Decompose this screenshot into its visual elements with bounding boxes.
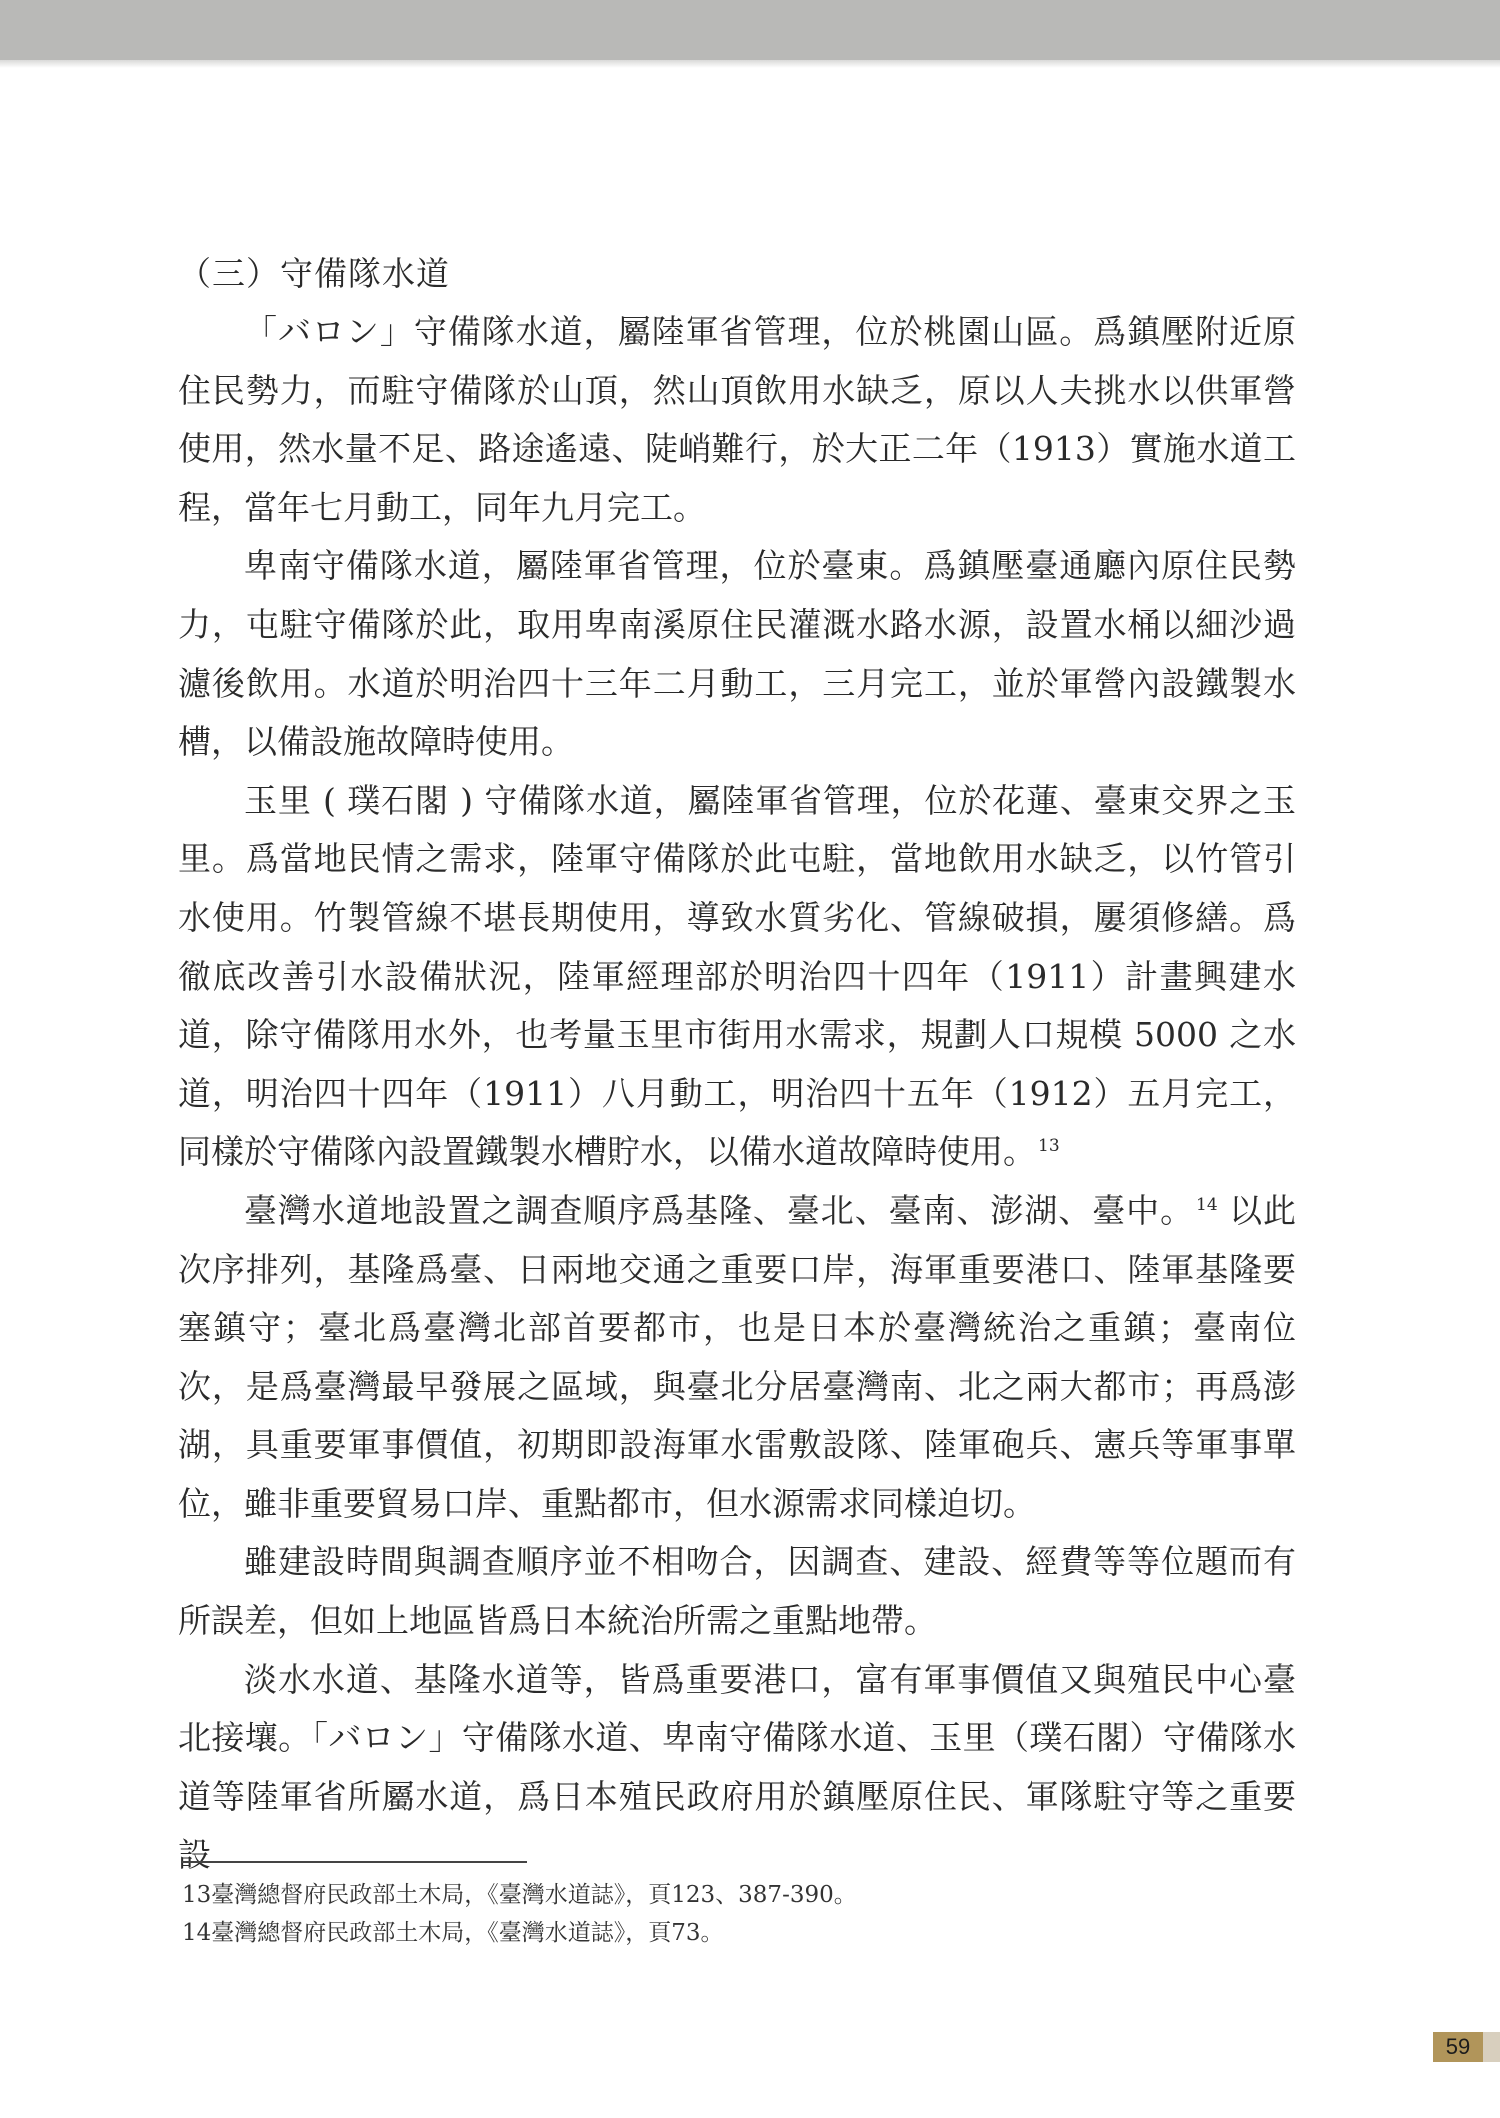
paragraph-survey-text: 臺灣水道地設置之調查順序爲基隆、臺北、臺南、澎湖、臺中。 xyxy=(244,1190,1195,1230)
paragraph-beinan-water: 卑南守備隊水道，屬陸軍省管理，位於臺東。爲鎮壓臺通廳內原住民勢力，屯駐守備隊於此，取用卑南溪原住民灌溉水路水源，設置水桶以細沙過濾後飲用。水道於明治四十三年二月動工，三月完工，並於軍營內設鐵製水槽，以備設施故障時使用。 xyxy=(178,546,1296,762)
footnote-ref-14[interactable]: 14 xyxy=(1196,1194,1218,1215)
paragraph-yuli-text: 玉里 ( 璞石閣 ) 守備隊水道，屬陸軍省管理，位於花蓮、臺東交界之玉里。爲當地民情之需求，陸軍守備隊於此屯駐，當地飲用水缺乏，以竹管引水使用。竹製管線不堪長期使用，導致水質劣化、管線破損，屢須修繕。爲徹底改善引水設備狀況，陸軍經理部於明治四十四年（1911）計畫興建水道，除守備隊用水外，也考量玉里市街用水需求，規劃人口規模 5000 之水道，明治四十四年（1911）八月動工，明治四十五年（1912）五月完工，同樣於守備隊內設置鐵製水槽貯水，以備水道故障時使用。 xyxy=(178,780,1296,1172)
footnote-13: 13臺灣總督府民政部土木局，《臺灣水道誌》，頁123、387-390。 xyxy=(182,1882,857,1908)
paragraph-ports-military: 淡水水道、基隆水道等，皆爲重要港口，富有軍事價值又與殖民中心臺北接壤。「バロン」守備隊水道、卑南守備隊水道、玉里（璞石閣）守備隊水道等陸軍省所屬水道，爲日本殖民政府用於鎮壓原住民、軍隊駐守等之重要設 xyxy=(178,1659,1296,1875)
paragraph-yuli-water xyxy=(178,772,1296,1182)
paragraph-timing-note: 雖建設時間與調查順序並不相吻合，因調查、建設、經費等等位題而有所誤差，但如上地區皆爲日本統治所需之重點地帶。 xyxy=(178,1542,1296,1641)
page-number-tab xyxy=(1483,2032,1500,2062)
footnotes xyxy=(182,1876,1182,1952)
page-number: 59 xyxy=(1433,2032,1483,2062)
scan-edge-shadow xyxy=(0,60,1500,68)
document-page xyxy=(0,60,1500,2118)
section-heading: （三）守備隊水道 xyxy=(178,254,450,293)
paragraph-survey-order xyxy=(178,1182,1296,1534)
paragraph-survey-text-continued: 以此次序排列，基隆爲臺、日兩地交通之重要口岸，海軍重要港口、陸軍基隆要塞鎮守；臺北爲臺灣北部首要都市，也是日本於臺灣統治之重鎮；臺南位次，是爲臺灣最早發展之區域，與臺北分居臺灣南、北之兩大都市；再爲澎湖，具重要軍事價值，初期即設海軍水雷敷設隊、陸軍砲兵、憲兵等軍事單位，雖非重要貿易口岸、重點都市，但水源需求同樣迫切。 xyxy=(178,1190,1297,1523)
paragraph-baron-water: 「バロン」守備隊水道，屬陸軍省管理，位於桃園山區。爲鎮壓附近原住民勢力，而駐守備隊於山頂，然山頂飲用水缺乏，原以人夫挑水以供軍營使用，然水量不足、路途遙遠、陡峭難行，於大正二年（1913）實施水道工程，當年七月動工，同年九月完工。 xyxy=(178,312,1296,527)
footnote-14: 14臺灣總督府民政部土木局，《臺灣水道誌》，頁73。 xyxy=(182,1920,724,1946)
body-content xyxy=(178,245,1296,1885)
footnote-divider xyxy=(182,1861,527,1863)
footnote-ref-13[interactable]: 13 xyxy=(1038,1136,1060,1157)
